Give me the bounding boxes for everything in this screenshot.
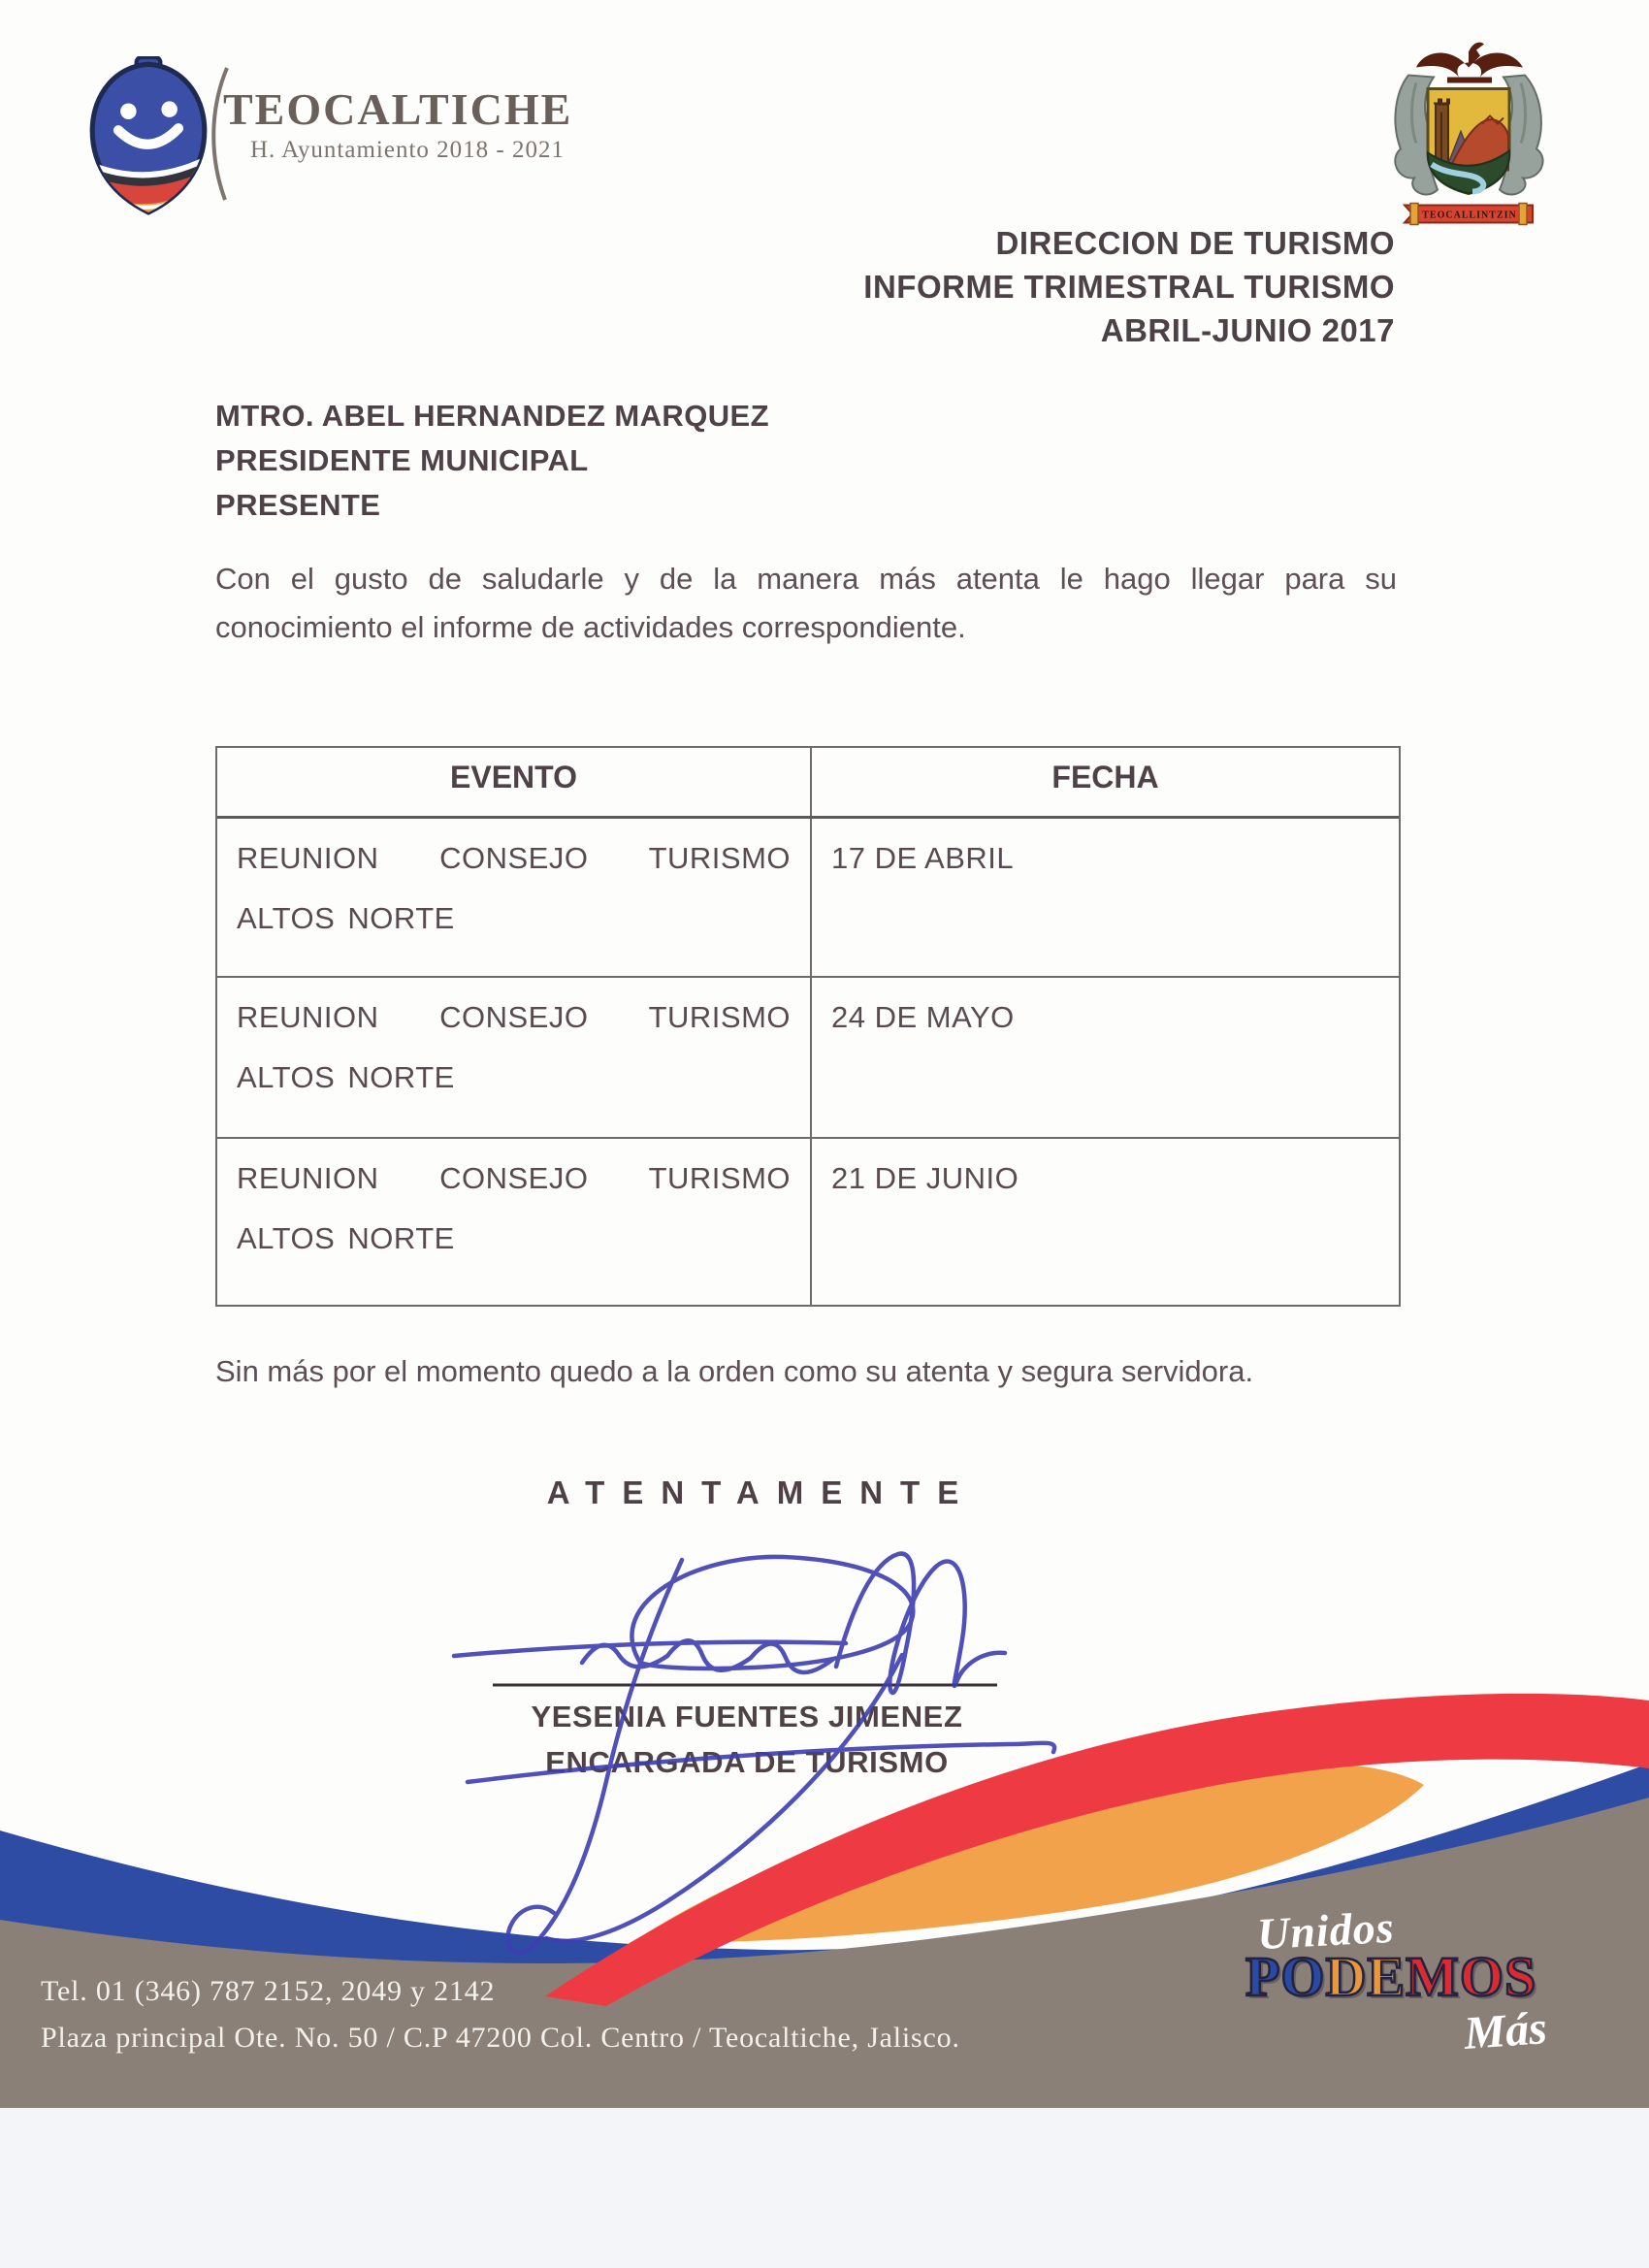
attentively-heading: ATENTAMENTE bbox=[546, 1474, 977, 1510]
trompo-logo-icon bbox=[76, 56, 221, 216]
slogan-podemos-po: PO bbox=[1245, 1945, 1326, 2008]
office-line-3: ABRIL-JUNIO 2017 bbox=[1100, 312, 1395, 348]
date-cell: 17 DE ABRIL bbox=[810, 819, 1399, 976]
slogan-unidos: Unidos bbox=[1255, 1901, 1396, 1960]
municipality-brand bbox=[76, 56, 677, 216]
footer-address: Plaza principal Ote. No. 50 / C.P 47200 Col. Centro / Teocaltiche, Jalisco. bbox=[41, 2022, 960, 2054]
date-cell: 24 DE MAYO bbox=[810, 978, 1399, 1137]
date-cell: 21 DE JUNIO bbox=[810, 1139, 1399, 1305]
recipient-salutation: PRESENTE bbox=[215, 488, 381, 522]
table-row bbox=[217, 1137, 1399, 1305]
event-cell: REUNION CONSEJO TURISMO ALTOS NORTE bbox=[237, 1161, 791, 1255]
recipient-name: MTRO. ABEL HERNANDEZ MARQUEZ bbox=[215, 399, 769, 433]
office-line-1: DIRECCION DE TURISMO bbox=[995, 225, 1395, 261]
office-line-2: INFORME TRIMESTRAL TURISMO bbox=[863, 269, 1395, 305]
slogan-podemos bbox=[1245, 1944, 1595, 2009]
column-header-fecha: FECHA bbox=[810, 748, 1399, 816]
events-table bbox=[215, 746, 1401, 1307]
recipient-title: PRESIDENTE MUNICIPAL bbox=[215, 443, 589, 477]
slogan-mas: Más bbox=[1462, 2002, 1549, 2059]
crest-banner-text: TEOCALLINTZIN bbox=[1422, 210, 1517, 221]
slogan-podemos-mos: MOS bbox=[1406, 1945, 1537, 2008]
column-header-evento: EVENTO bbox=[450, 760, 577, 794]
event-cell: REUNION CONSEJO TURISMO ALTOS NORTE bbox=[237, 841, 791, 935]
recipient-block bbox=[215, 394, 769, 528]
office-title-block bbox=[863, 221, 1395, 352]
intro-paragraph: Con el gusto de saludarle y de la manera más atenta le hago llegar para su conocimiento el informe de actividades correspondiente. bbox=[215, 562, 1397, 644]
event-cell: REUNION CONSEJO TURISMO ALTOS NORTE bbox=[237, 1000, 791, 1094]
signer-name: YESENIA FUENTES JIMENEZ bbox=[531, 1700, 963, 1733]
closing-paragraph: Sin más por el momento quedo a la orden como su atenta y segura servidora. bbox=[215, 1354, 1254, 1388]
signer-title: ENCARGADA DE TURISMO bbox=[545, 1745, 949, 1779]
slogan-podemos-de: DE bbox=[1325, 1945, 1406, 2008]
coat-of-arms-icon bbox=[1387, 32, 1600, 231]
municipality-name: TEOCALTICHE bbox=[223, 84, 573, 134]
table-row bbox=[217, 819, 1399, 976]
administration-period: H. Ayuntamiento 2018 - 2021 bbox=[250, 137, 565, 163]
table-row bbox=[217, 976, 1399, 1137]
table-header-row bbox=[217, 748, 1399, 819]
footer-phone: Tel. 01 (346) 787 2152, 2049 y 2142 bbox=[41, 1975, 496, 2007]
